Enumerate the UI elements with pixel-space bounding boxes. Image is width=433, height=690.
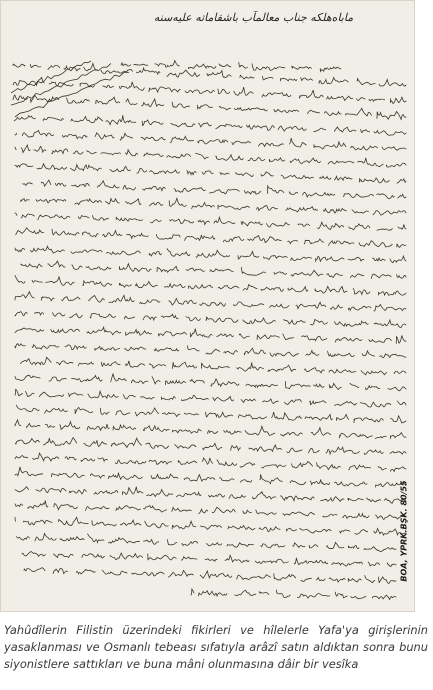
- manuscript-line: [15, 131, 406, 151]
- manuscript-line: [24, 568, 396, 584]
- manuscript-line: [15, 517, 406, 535]
- manuscript-line: [15, 467, 406, 487]
- manuscript-line: [15, 420, 406, 439]
- manuscript-line: [15, 438, 406, 455]
- manuscript-line: [15, 453, 406, 471]
- manuscript-line: [15, 389, 406, 407]
- manuscript-line: [22, 551, 396, 566]
- manuscript-line: [14, 115, 406, 135]
- manuscript-line: [21, 198, 406, 215]
- manuscript-line: [15, 327, 406, 343]
- manuscript-line: [15, 213, 406, 230]
- manuscript-line: [15, 344, 406, 358]
- manuscript-line: [17, 534, 397, 552]
- manuscript-marginal-note: [15, 72, 129, 117]
- manuscript-line: [23, 180, 406, 199]
- manuscript-line: [15, 276, 406, 296]
- manuscript-line: [21, 261, 406, 278]
- manuscript-line: [16, 405, 406, 423]
- manuscript-line: [15, 487, 406, 504]
- archive-reference: BOA, YPRK.BŞK. 80/55: [399, 480, 409, 582]
- manuscript-line: [15, 246, 406, 262]
- manuscript-line: [15, 374, 406, 391]
- manuscript-line: [15, 312, 406, 328]
- manuscript-line: [121, 61, 341, 72]
- manuscript-line: [21, 357, 406, 375]
- manuscript-line: [15, 292, 406, 311]
- document-caption: Yahûdîlerin Filistin üzerindeki fikirleri ve hîlelerle Yafa'ya girişlerinin yasaklanması ve Osmanlı tebeası sıfatıyla arâzî satın aldıktan sonra bunu siyonistlere sattıkları ve buna mâni olunmasına dâir bir vesîka: [4, 623, 428, 671]
- manuscript-line: [15, 164, 406, 183]
- manuscript-line: [15, 500, 406, 519]
- handwritten-manuscript-text: [1, 1, 416, 613]
- manuscript-line: [191, 589, 396, 599]
- manuscript-line: [15, 145, 406, 167]
- manuscript-line: [16, 228, 406, 248]
- manuscript-line: [13, 95, 406, 119]
- document-header: ماباه‌هلكه جناب معالمآب باشقاماته عليه‌سنه: [153, 11, 354, 24]
